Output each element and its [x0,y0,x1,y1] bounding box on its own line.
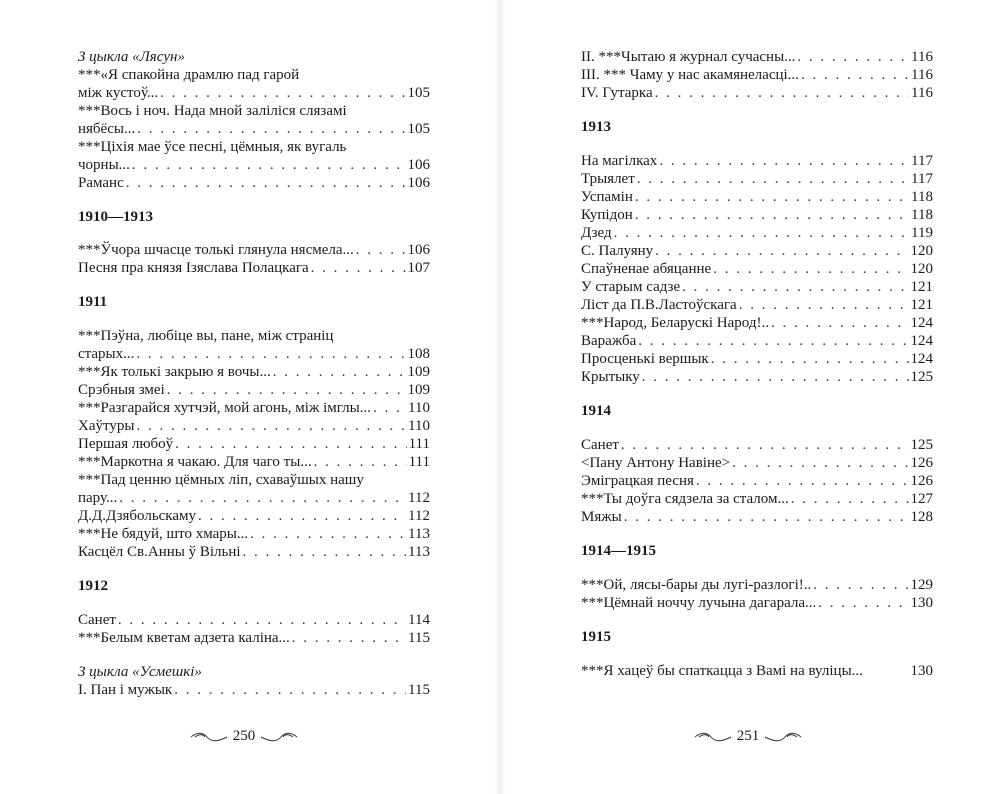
toc-entry-page: 117 [911,171,933,187]
toc-entry-title: На магілках [581,153,658,169]
toc-entry-page: 118 [911,189,933,205]
dot-leader [373,399,406,417]
toc-entry-title: ***Разгарайся хутчэй, мой агонь, між імглы... [78,400,371,416]
toc-entry [78,417,430,435]
dot-leader [174,681,406,699]
toc-entry-title: ***Ўчора шчасце толькі глянула нясмела... [78,242,354,258]
toc-entry-title: Купідон [581,207,633,223]
toc-entry [78,381,430,399]
left-page-number-text: 250 [232,728,256,744]
toc-entry [78,435,430,453]
toc-entry [581,206,933,224]
toc-entry-title: чорны... [78,157,130,173]
toc-entry-title: Успамін [581,189,633,205]
toc-entry-page: 125 [910,369,933,385]
year-heading: 1914 [581,403,611,419]
dot-leader [813,576,908,594]
toc-entry [581,48,933,66]
toc-entry-title: ***Ты доўга сядзела за сталом... [581,491,789,507]
toc-entry [78,399,430,417]
toc-entry [78,507,430,525]
toc-entry [78,489,430,507]
toc-entry-title: Ліст да П.В.Ластоўскага [581,297,737,313]
toc-entry-line: ***Пад ценню цёмных ліп, схаваўшых нашу [78,472,364,488]
toc-entry [581,66,933,84]
toc-entry-page: 111 [408,454,430,470]
toc-entry [581,84,933,102]
toc-entry [78,543,430,561]
toc-entry [581,170,933,188]
toc-entry [78,611,430,629]
dot-leader [801,66,909,84]
toc-entry-page: 115 [408,630,430,646]
toc-entry-page: 105 [407,85,430,101]
dot-leader [356,241,406,259]
toc-entry-page: 108 [407,346,430,362]
dot-leader [655,84,909,102]
dot-leader [659,152,909,170]
toc-entry-title: ***Народ, Беларускі Народ!.. [581,315,769,331]
toc-entry [78,363,430,381]
dot-leader [621,436,909,454]
dot-leader [682,278,908,296]
toc-entry [581,332,933,350]
toc-entry [581,278,933,296]
right-ornament-icon [693,732,733,742]
toc-entry-page: 115 [408,682,430,698]
toc-entry-page: 127 [910,491,933,507]
toc-entry-title: Касцёл Св.Анны ў Вільні [78,544,241,560]
toc-entry-page: 120 [910,243,933,259]
toc-entry-page: 120 [910,261,933,277]
toc-entry [581,576,933,594]
toc-entry-page: 129 [910,577,933,593]
toc-entry-page: 113 [408,526,430,542]
toc-entry-page: 112 [408,508,430,524]
toc-entry [581,188,933,206]
dot-leader [132,156,406,174]
toc-entry [78,629,430,647]
toc-entry-page: 110 [408,418,430,434]
toc-entry-line: ***Ціхія мае ўсе песні, цёмныя, як вугаль [78,139,347,155]
toc-entry [78,156,430,174]
toc-entry-page: 119 [911,225,933,241]
dot-leader [696,472,909,490]
toc-entry-page: 106 [407,242,430,258]
toc-entry-page: 106 [407,175,430,191]
toc-entry-page: 114 [408,612,430,628]
dot-leader [136,417,406,435]
toc-entry-title: пару... [78,490,118,506]
dot-leader [642,368,909,386]
dot-leader [638,332,908,350]
toc-entry-page: 110 [408,400,430,416]
cycle-heading: З цыкла «Лясун» [78,49,185,65]
right-page-number-text: 251 [736,728,760,744]
left-page-number [144,728,344,745]
toc-entry [581,224,933,242]
toc-entry-title: Просценькі вершык [581,351,709,367]
toc-entry [78,174,430,192]
dot-leader [160,84,405,102]
left-ornament-icon [189,732,229,742]
toc-entry-title: Песня пра князя Ізяслава Полацкага [78,260,309,276]
toc-entry-title: Спаўненае абяцанне [581,261,712,277]
toc-entry-title: Першая любоў [78,436,174,452]
toc-entry-page: 109 [407,382,430,398]
toc-entry [581,594,933,612]
dot-leader [655,242,908,260]
toc-entry-title: Хаўтуры [78,418,135,434]
book-gutter [495,0,505,794]
toc-entry-page: 117 [911,153,933,169]
toc-entry-page: 113 [408,544,430,560]
toc-entry [581,242,933,260]
toc-entry-title: ***Як толькі закрыю я вочы... [78,364,271,380]
toc-entry-title: С. Палуяну [581,243,654,259]
toc-entry [581,490,933,508]
toc-entry-page: 116 [911,85,933,101]
toc-entry [78,84,430,102]
dot-leader [198,507,406,525]
dot-leader [771,314,909,332]
toc-entry-page: 107 [407,260,430,276]
toc-entry-title: ***Не бядуй, што хмары... [78,526,249,542]
toc-entry [78,120,430,138]
dot-leader [635,188,909,206]
toc-entry [581,368,933,386]
toc-entry [78,453,430,471]
toc-entry-title: Раманс [78,175,124,191]
toc-entry [78,525,430,543]
toc-entry-title: між кустоў... [78,85,159,101]
toc-entry [581,152,933,170]
dot-leader [136,345,405,363]
year-heading: 1914—1915 [581,543,656,559]
dot-leader [797,48,909,66]
toc-entry [581,350,933,368]
toc-entry-page: 109 [407,364,430,380]
toc-entry [581,260,933,278]
toc-entry-page: 121 [910,279,933,295]
toc-entry-line: ***Пэўна, любіце вы, пане, між страніц [78,328,334,344]
toc-entry-page: 128 [910,509,933,525]
toc-entry-page: 116 [911,67,933,83]
dot-leader [637,170,909,188]
toc-entry-title: Дзед [581,225,612,241]
toc-entry-page: 124 [910,315,933,331]
toc-entry-title: ІІІ. *** Чаму у нас акамянеласці... [581,67,799,83]
right-page-number [648,728,848,745]
toc-entry-line: ***Вось і ноч. Нада мной заліліся слязамі [78,103,347,119]
toc-entry-title: Трыялет [581,171,635,187]
toc-entry-title: Варажба [581,333,637,349]
toc-entry [581,662,933,680]
dot-leader [137,120,405,138]
toc-entry-page: 116 [911,49,933,65]
toc-entry-title: нябёсы... [78,121,136,137]
toc-entry-title: ***Я хацеў бы спаткацца з Вамі на вуліцы... [581,663,863,679]
toc-entry [78,241,430,259]
toc-entry-page: 106 [407,157,430,173]
dot-leader [250,525,406,543]
left-ornament-right-icon [259,732,299,742]
right-ornament-right-icon [763,732,803,742]
dot-leader [243,543,407,561]
toc-entry-title: Крытыку [581,369,640,385]
toc-entry [78,345,430,363]
dot-leader [126,174,406,192]
toc-entry-page: 112 [408,490,430,506]
dot-leader [167,381,406,399]
year-heading: 1912 [78,578,108,594]
toc-entry-title: IV. Гутарка [581,85,653,101]
dot-leader [713,260,908,278]
toc-entry-page: 130 [910,663,933,679]
toc-entry-page: 118 [911,207,933,223]
toc-entry-title: ІІ. ***Чытаю я журнал сучасны... [581,49,796,65]
toc-entry-page: 121 [910,297,933,313]
toc-entry-title: ***Белым кветам адзета каліна... [78,630,290,646]
toc-entry-page: 126 [910,473,933,489]
dot-leader [175,435,406,453]
dot-leader [818,594,908,612]
toc-entry-title: Мяжы [581,509,622,525]
toc-entry-title: <Пану Антону Навіне> [581,455,731,471]
toc-entry-page: 111 [408,436,430,452]
toc-entry-title: Срэбныя змеі [78,382,165,398]
dot-leader [732,454,908,472]
dot-leader [314,453,407,471]
toc-entry [581,508,933,526]
toc-entry [581,314,933,332]
toc-entry [581,436,933,454]
dot-leader [791,490,909,508]
toc-entry-page: 124 [910,351,933,367]
year-heading: 1913 [581,119,611,135]
toc-entry-page: 124 [910,333,933,349]
dot-leader [311,259,406,277]
toc-entry-title: старых... [78,346,135,362]
toc-entry-line: ***«Я спакойна драмлю пад гарой [78,67,300,83]
toc-entry-page: 105 [407,121,430,137]
dot-leader [711,350,909,368]
toc-entry-page: 130 [910,595,933,611]
toc-entry-title: Санет [581,437,619,453]
cycle-heading: З цыкла «Усмешкі» [78,664,202,680]
dot-leader [635,206,909,224]
toc-entry-title: І. Пан і мужык [78,682,173,698]
dot-leader [273,363,406,381]
toc-entry [581,454,933,472]
toc-entry-title: Санет [78,612,116,628]
toc-entry-title: У старым садзе [581,279,681,295]
year-heading: 1910—1913 [78,209,153,225]
toc-entry [581,472,933,490]
toc-entry-title: ***Цёмнай ноччу лучына дагарала... [581,595,817,611]
toc-entry [78,681,430,699]
dot-leader [292,629,406,647]
year-heading: 1915 [581,629,611,645]
toc-entry-title: Эміграцкая песня [581,473,694,489]
dot-leader [614,224,909,242]
toc-entry-page: 126 [910,455,933,471]
year-heading: 1911 [78,294,108,310]
dot-leader [739,296,909,314]
toc-entry-title: ***Маркотна я чакаю. Для чаго ты... [78,454,312,470]
dot-leader [118,611,406,629]
toc-entry [581,296,933,314]
dot-leader [624,508,909,526]
toc-entry-title: Д.Д.Дзябольскаму [78,508,197,524]
toc-entry-page: 125 [910,437,933,453]
toc-entry-title: ***Ой, лясы-бары ды лугі-разлогі!.. [581,577,812,593]
dot-leader [119,489,406,507]
toc-entry [78,259,430,277]
